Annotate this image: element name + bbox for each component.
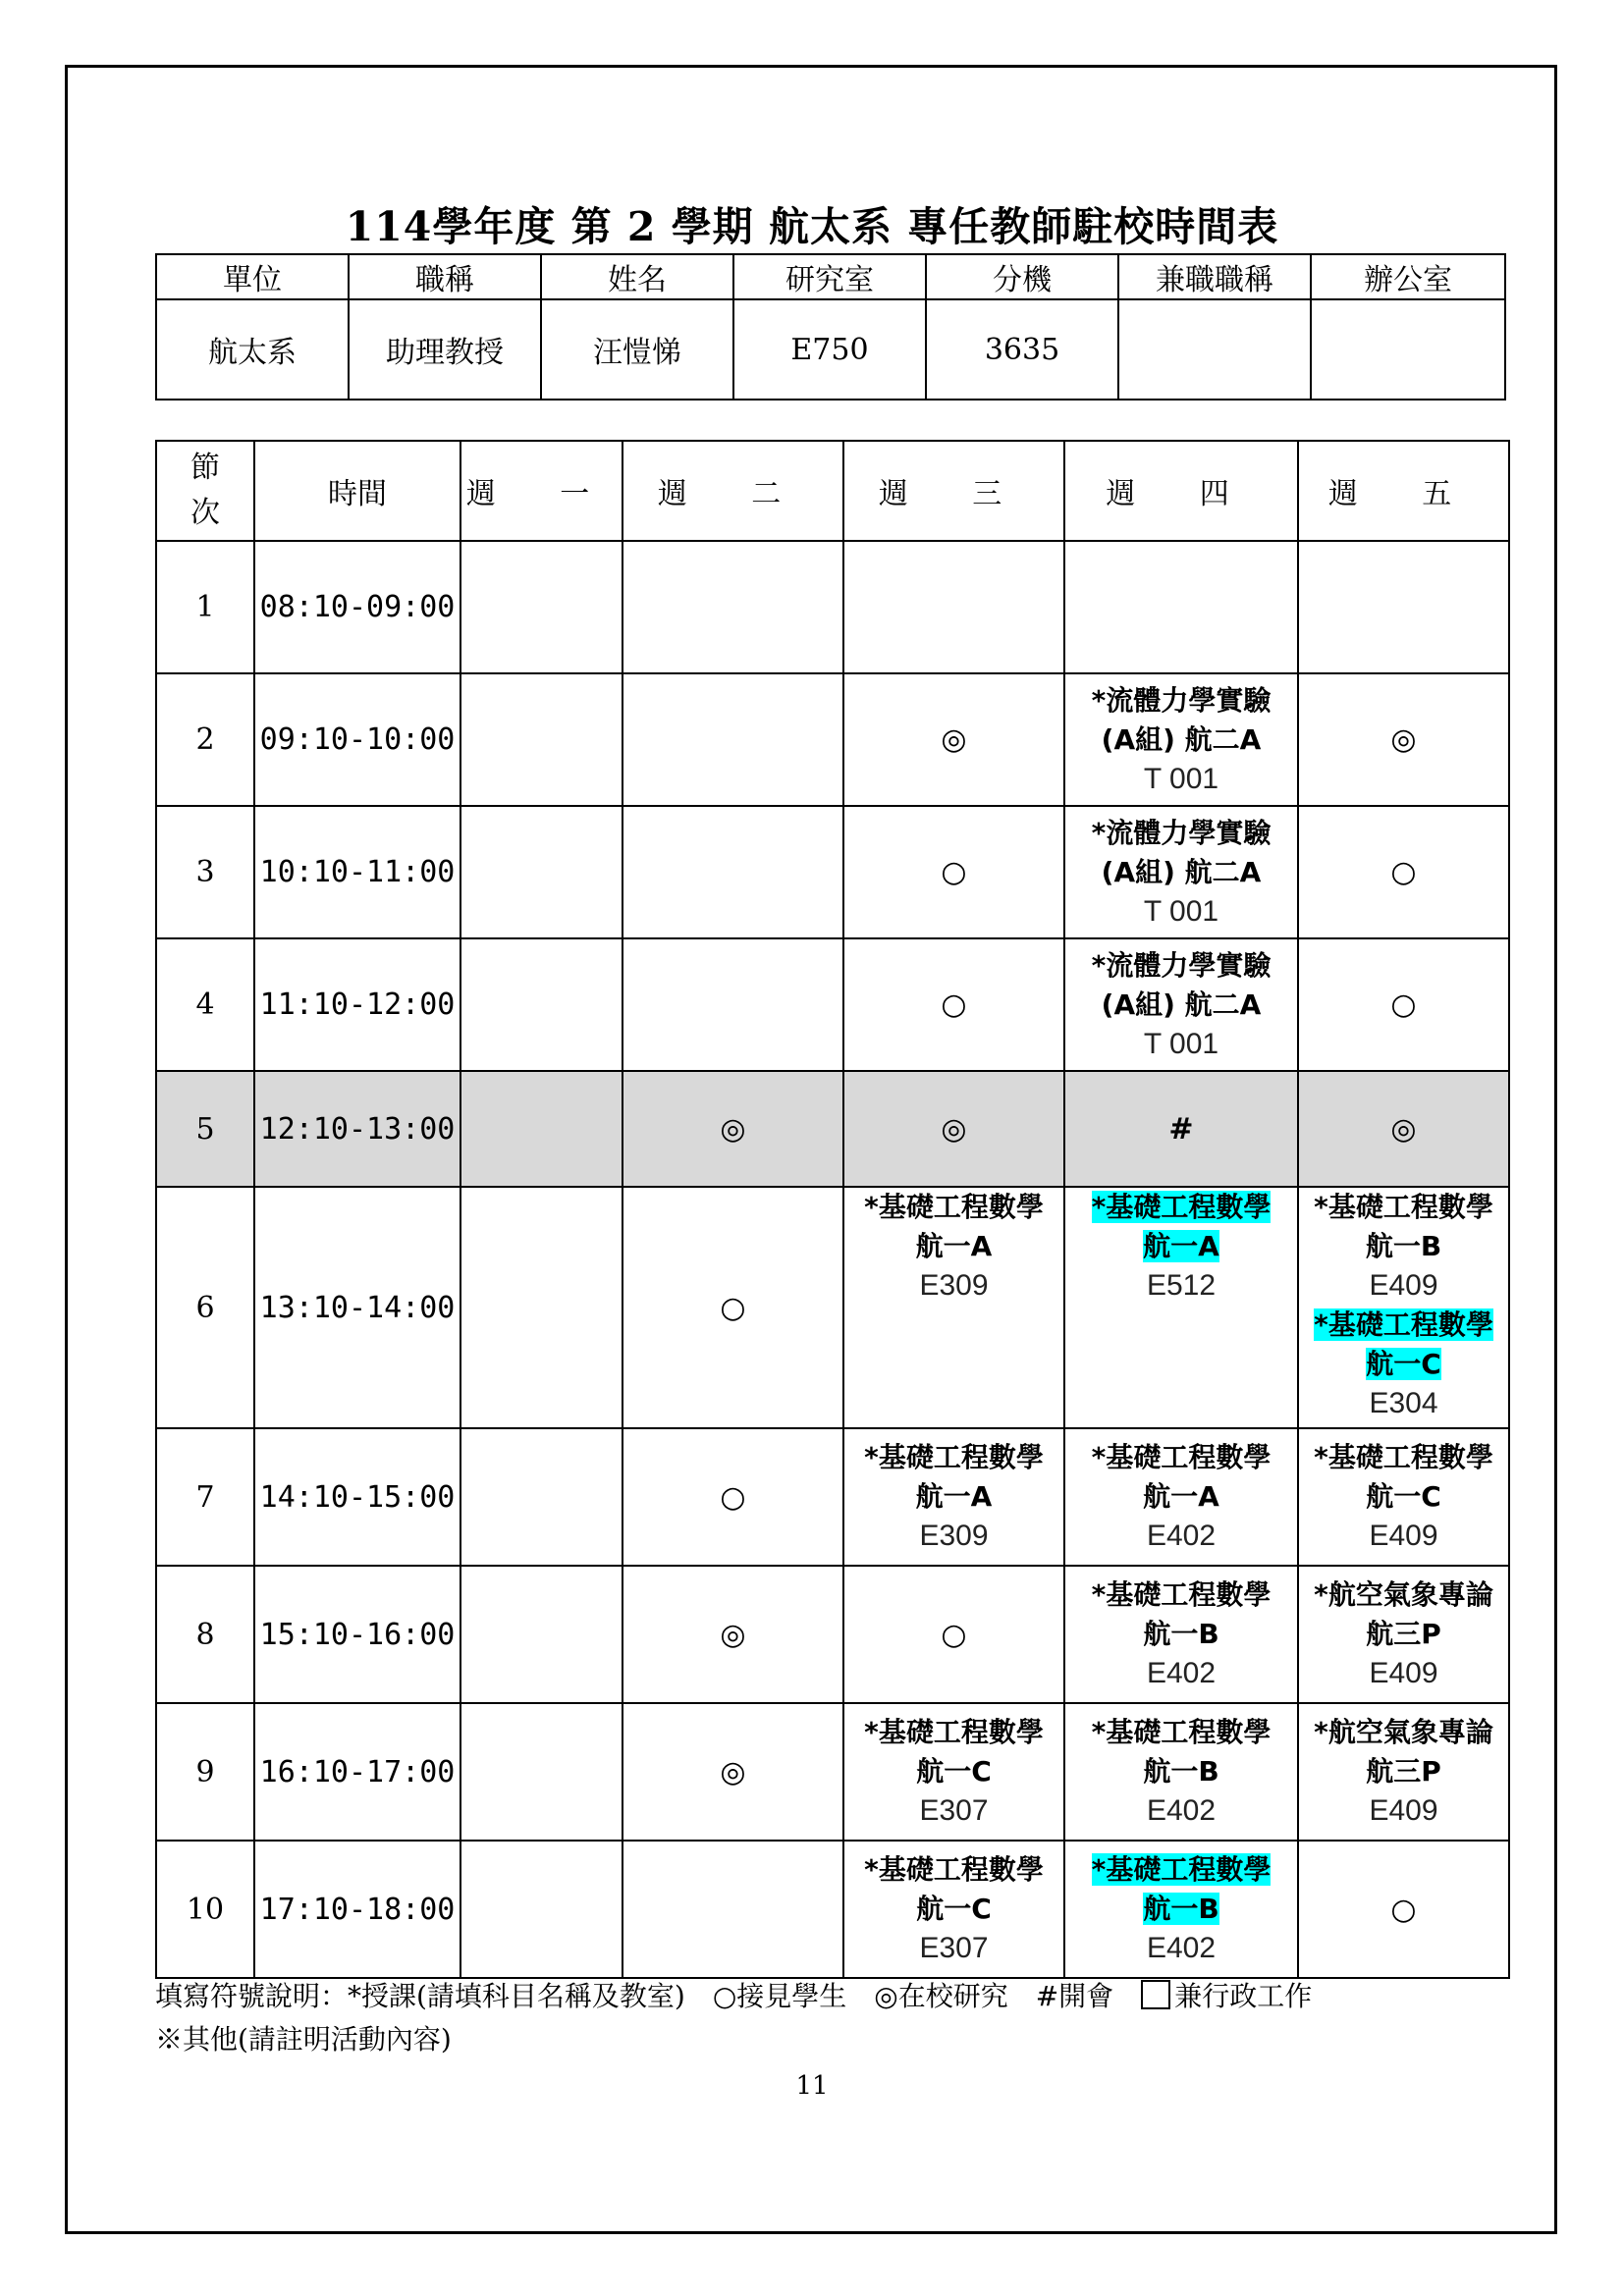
- meet-students-symbol: ○: [843, 1566, 1064, 1703]
- meet-students-symbol: ○: [623, 1187, 843, 1428]
- cell-mon: [460, 541, 623, 673]
- course-class-highlighted: 航一A: [1143, 1230, 1219, 1262]
- course-cell: [1064, 1566, 1298, 1703]
- course-room: E309: [919, 1520, 989, 1552]
- info-header-title: 職稱: [349, 254, 541, 299]
- period-number: 2: [156, 673, 254, 806]
- info-header-name: 姓名: [541, 254, 733, 299]
- course-room: E409: [1369, 1794, 1438, 1827]
- course-room: E402: [1146, 1932, 1217, 1964]
- cell-mon: [460, 673, 623, 806]
- cell-thu: [1064, 541, 1298, 673]
- header-period-2: 次: [190, 496, 220, 530]
- cell-tue: [623, 938, 843, 1071]
- info-header-row: [156, 254, 1505, 299]
- schedule-row: [156, 1428, 1509, 1566]
- course-class: 航三P: [1366, 1618, 1441, 1650]
- page-number: 11: [795, 2071, 829, 2101]
- course-name: *航空氣象專論: [1314, 1716, 1493, 1748]
- schedule-row: [156, 1703, 1509, 1841]
- course-name-highlighted: *基礎工程數學: [1091, 1853, 1272, 1886]
- course-cell: [843, 1187, 1064, 1428]
- course-name: *基礎工程數學: [864, 1191, 1044, 1223]
- cell-mon: [460, 806, 623, 938]
- info-office: [1311, 299, 1505, 400]
- research-symbol: ◎: [843, 673, 1064, 806]
- period-number: 4: [156, 938, 254, 1071]
- course-class: 航一C: [916, 1893, 992, 1925]
- period-number: 6: [156, 1187, 254, 1428]
- course-room: E307: [919, 1794, 989, 1827]
- page-title: 114學年度 第 2 學期 航太系 專任教師駐校時間表: [345, 203, 1279, 250]
- schedule-row: [156, 1071, 1509, 1187]
- header-period-1: 節: [190, 451, 220, 485]
- course-cell: [843, 1703, 1064, 1841]
- header-thu: 週 四: [1064, 441, 1298, 541]
- legend-line-2: ※其他(請註明活動內容): [155, 2023, 452, 2056]
- info-unit: 航太系: [156, 299, 349, 400]
- info-header-extension: 分機: [926, 254, 1118, 299]
- course-class: 航一C: [916, 1755, 992, 1788]
- cell-mon: [460, 1566, 623, 1703]
- course-class: 航一C: [1366, 1480, 1441, 1513]
- schedule-row: [156, 1566, 1509, 1703]
- course-class: 航一A: [915, 1230, 993, 1262]
- research-symbol: ◎: [1298, 1071, 1509, 1187]
- course-cell: [1064, 938, 1298, 1071]
- course-name: *航空氣象專論: [1314, 1578, 1493, 1611]
- period-time: 14:10-15:00: [254, 1428, 460, 1566]
- period-time: 08:10-09:00: [254, 541, 460, 673]
- info-name: 汪愷悌: [541, 299, 733, 400]
- meet-students-symbol: ○: [623, 1428, 843, 1566]
- header-time: 時間: [254, 441, 460, 541]
- info-header-lab: 研究室: [733, 254, 926, 299]
- period-time: 09:10-10:00: [254, 673, 460, 806]
- course-class: (A組) 航二A: [1101, 855, 1262, 888]
- course-class: (A組) 航二A: [1101, 722, 1262, 756]
- course-room: E304: [1369, 1387, 1438, 1419]
- period-time: 11:10-12:00: [254, 938, 460, 1071]
- period-time: 15:10-16:00: [254, 1566, 460, 1703]
- course-cell: [1298, 1566, 1509, 1703]
- course-class: (A組) 航二A: [1101, 988, 1262, 1021]
- course-room: E307: [919, 1932, 989, 1964]
- course-class: 航一A: [915, 1480, 993, 1513]
- schedule-row: [156, 1841, 1509, 1978]
- legend: [155, 1975, 1530, 2061]
- course-class-highlighted: 航一C: [1366, 1348, 1441, 1380]
- course-cell: [1064, 1703, 1298, 1841]
- course-name: *基礎工程數學: [1314, 1441, 1493, 1473]
- info-value-row: [156, 299, 1505, 400]
- header-wed: 週 三: [843, 441, 1064, 541]
- cell-tue: [623, 806, 843, 938]
- course-room: E512: [1146, 1269, 1217, 1302]
- info-header-office: 辦公室: [1311, 254, 1505, 299]
- course-class: 航一B: [1143, 1618, 1219, 1650]
- period-time: 10:10-11:00: [254, 806, 460, 938]
- course-room: T 001: [1143, 894, 1219, 928]
- cell-mon: [460, 1187, 623, 1428]
- meeting-symbol: #: [1064, 1071, 1298, 1187]
- legend-admin-text: 兼行政工作: [1174, 1980, 1313, 2012]
- course-name: *基礎工程數學: [1091, 1578, 1272, 1611]
- course-cell: [1298, 1703, 1509, 1841]
- course-cell: [1298, 1187, 1509, 1428]
- checkbox-icon: [1141, 1980, 1170, 2009]
- header-period: [156, 441, 254, 541]
- research-symbol: ◎: [623, 1071, 843, 1187]
- course-name: *基礎工程數學: [1091, 1716, 1272, 1748]
- period-number: 9: [156, 1703, 254, 1841]
- course-room: E402: [1146, 1794, 1217, 1827]
- course-room: T 001: [1143, 1027, 1219, 1060]
- info-header-concurrent-title: 兼職職稱: [1118, 254, 1311, 299]
- header-mon: 週 一: [460, 441, 623, 541]
- schedule-row: [156, 673, 1509, 806]
- schedule-table: [155, 440, 1510, 1979]
- course-name-highlighted: *基礎工程數學: [1091, 1191, 1272, 1223]
- cell-mon: [460, 938, 623, 1071]
- period-time: 17:10-18:00: [254, 1841, 460, 1978]
- period-number: 8: [156, 1566, 254, 1703]
- course-class: 航一A: [1143, 1480, 1219, 1513]
- info-lab: E750: [733, 299, 926, 400]
- course-name: *基礎工程數學: [864, 1716, 1044, 1748]
- period-number: 10: [156, 1841, 254, 1978]
- course-cell: [1064, 1187, 1298, 1428]
- meet-students-symbol: ○: [843, 938, 1064, 1071]
- research-symbol: ◎: [843, 1071, 1064, 1187]
- info-concurrent-title: [1118, 299, 1311, 400]
- cell-wed: [843, 541, 1064, 673]
- course-cell: [1064, 1428, 1298, 1566]
- cell-tue: [623, 541, 843, 673]
- course-cell: [1064, 806, 1298, 938]
- header-fri: 週 五: [1298, 441, 1509, 541]
- cell-mon: [460, 1428, 623, 1566]
- course-cell: [843, 1841, 1064, 1978]
- course-name: *基礎工程數學: [864, 1441, 1044, 1473]
- course-class: 航一B: [1143, 1755, 1219, 1788]
- cell-mon: [460, 1841, 623, 1978]
- course-name: *流體力學實驗: [1091, 683, 1272, 717]
- legend-line-1: [155, 1975, 1530, 2018]
- meet-students-symbol: ○: [843, 806, 1064, 938]
- course-cell: [1064, 673, 1298, 806]
- course-name: *流體力學實驗: [1091, 948, 1272, 982]
- period-number: 1: [156, 541, 254, 673]
- course-class-highlighted: 航一B: [1143, 1893, 1219, 1925]
- legend-symbols-text: 填寫符號說明：*授課(請填科目名稱及教室) ○接見學生 ◎在校研究 #開會: [155, 1980, 1142, 2012]
- research-symbol: ◎: [623, 1566, 843, 1703]
- course-class: 航一B: [1365, 1230, 1442, 1262]
- period-number: 3: [156, 806, 254, 938]
- course-cell: [1064, 1841, 1298, 1978]
- research-symbol: ◎: [623, 1703, 843, 1841]
- schedule-row: [156, 541, 1509, 673]
- cell-mon: [460, 1071, 623, 1187]
- period-time: 12:10-13:00: [254, 1071, 460, 1187]
- header-tue: 週 二: [623, 441, 843, 541]
- schedule-row: [156, 806, 1509, 938]
- cell-fri: [1298, 541, 1509, 673]
- course-name-highlighted: *基礎工程數學: [1314, 1308, 1493, 1341]
- period-number: 5: [156, 1071, 254, 1187]
- period-number: 7: [156, 1428, 254, 1566]
- course-room: E409: [1369, 1269, 1438, 1302]
- course-name: *基礎工程數學: [1314, 1191, 1493, 1223]
- schedule-header-row: [156, 441, 1509, 541]
- meet-students-symbol: ○: [1298, 938, 1509, 1071]
- schedule-row: [156, 938, 1509, 1071]
- course-room: E402: [1146, 1657, 1217, 1689]
- cell-tue: [623, 673, 843, 806]
- course-room: T 001: [1143, 762, 1219, 795]
- course-cell: [1298, 1428, 1509, 1566]
- course-name: *基礎工程數學: [864, 1853, 1044, 1886]
- meet-students-symbol: ○: [1298, 1841, 1509, 1978]
- cell-tue: [623, 1841, 843, 1978]
- course-class: 航三P: [1366, 1755, 1441, 1788]
- schedule-row: [156, 1187, 1509, 1428]
- meet-students-symbol: ○: [1298, 806, 1509, 938]
- course-name: *流體力學實驗: [1091, 816, 1272, 849]
- cell-mon: [460, 1703, 623, 1841]
- period-time: 13:10-14:00: [254, 1187, 460, 1428]
- course-room: E309: [919, 1269, 989, 1302]
- period-time: 16:10-17:00: [254, 1703, 460, 1841]
- teacher-info-table: [155, 253, 1506, 400]
- info-title: 助理教授: [349, 299, 541, 400]
- info-header-unit: 單位: [156, 254, 349, 299]
- course-room: E409: [1369, 1657, 1438, 1689]
- course-room: E409: [1369, 1520, 1438, 1552]
- course-room: E402: [1146, 1520, 1217, 1552]
- course-cell: [843, 1428, 1064, 1566]
- research-symbol: ◎: [1298, 673, 1509, 806]
- info-extension: 3635: [926, 299, 1118, 400]
- course-name: *基礎工程數學: [1091, 1441, 1272, 1473]
